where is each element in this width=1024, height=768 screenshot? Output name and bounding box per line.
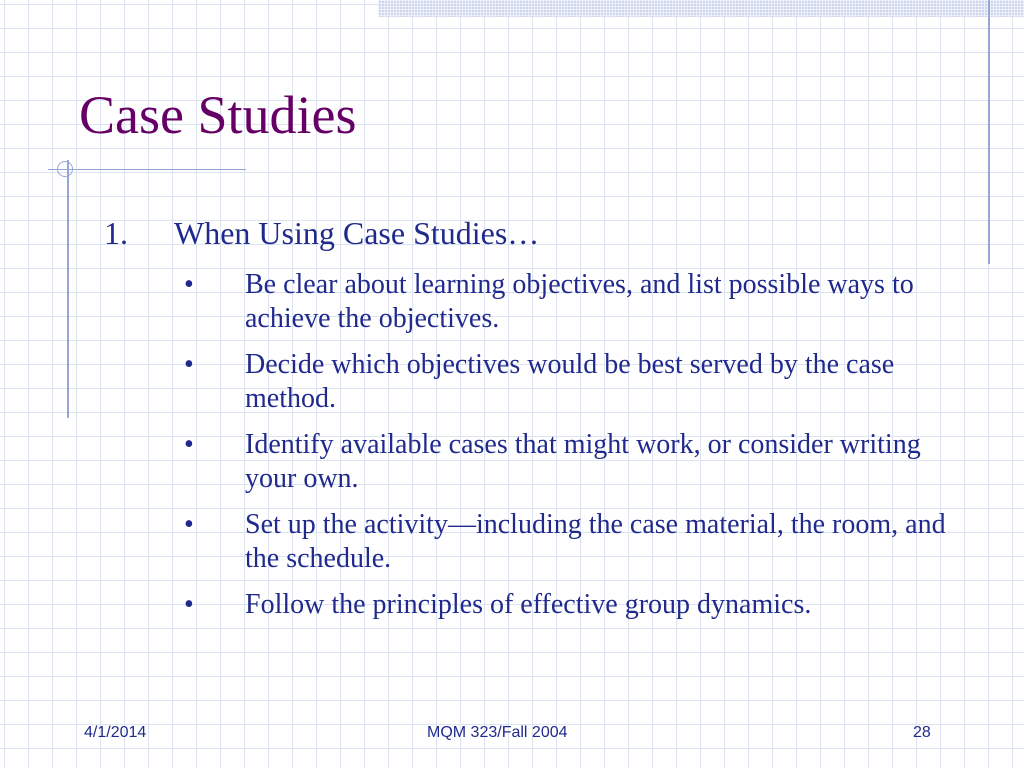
footer-course: MQM 323/Fall 2004 bbox=[427, 724, 568, 741]
numbered-item bbox=[104, 214, 539, 252]
bullet-icon: • bbox=[184, 429, 194, 460]
footer-date: 4/1/2014 bbox=[84, 724, 147, 741]
bullet-icon: • bbox=[184, 589, 194, 620]
bullet-text: Set up the activity—including the case material, the room, and the schedule. bbox=[245, 509, 946, 574]
bullet-text: Decide which objectives would be best served by the case method. bbox=[245, 349, 895, 414]
bullet-item bbox=[180, 428, 970, 496]
bullet-item bbox=[180, 268, 970, 336]
left-accent-line bbox=[67, 160, 69, 418]
bullet-text: Identify available cases that might work, or consider writing your own. bbox=[245, 429, 921, 494]
bullet-item bbox=[180, 588, 970, 622]
item-heading: When Using Case Studies… bbox=[174, 215, 540, 251]
bullet-text: Follow the principles of effective group dynamics. bbox=[245, 589, 812, 620]
item-number: 1. bbox=[104, 215, 128, 251]
bullet-icon: • bbox=[184, 509, 194, 540]
slide-title: Case Studies bbox=[79, 85, 357, 145]
bullet-list bbox=[180, 268, 970, 634]
title-underline bbox=[48, 169, 246, 170]
footer-page-number: 28 bbox=[913, 724, 931, 741]
bullet-icon: • bbox=[184, 349, 194, 380]
bullet-item bbox=[180, 508, 970, 576]
crosshair-circle-icon bbox=[57, 161, 73, 177]
bullet-text: Be clear about learning objectives, and list possible ways to achieve the objectives. bbox=[245, 269, 914, 334]
top-decorative-band bbox=[378, 0, 1024, 17]
right-accent-line bbox=[988, 0, 990, 264]
bullet-icon: • bbox=[184, 269, 194, 300]
bullet-item bbox=[180, 348, 970, 416]
